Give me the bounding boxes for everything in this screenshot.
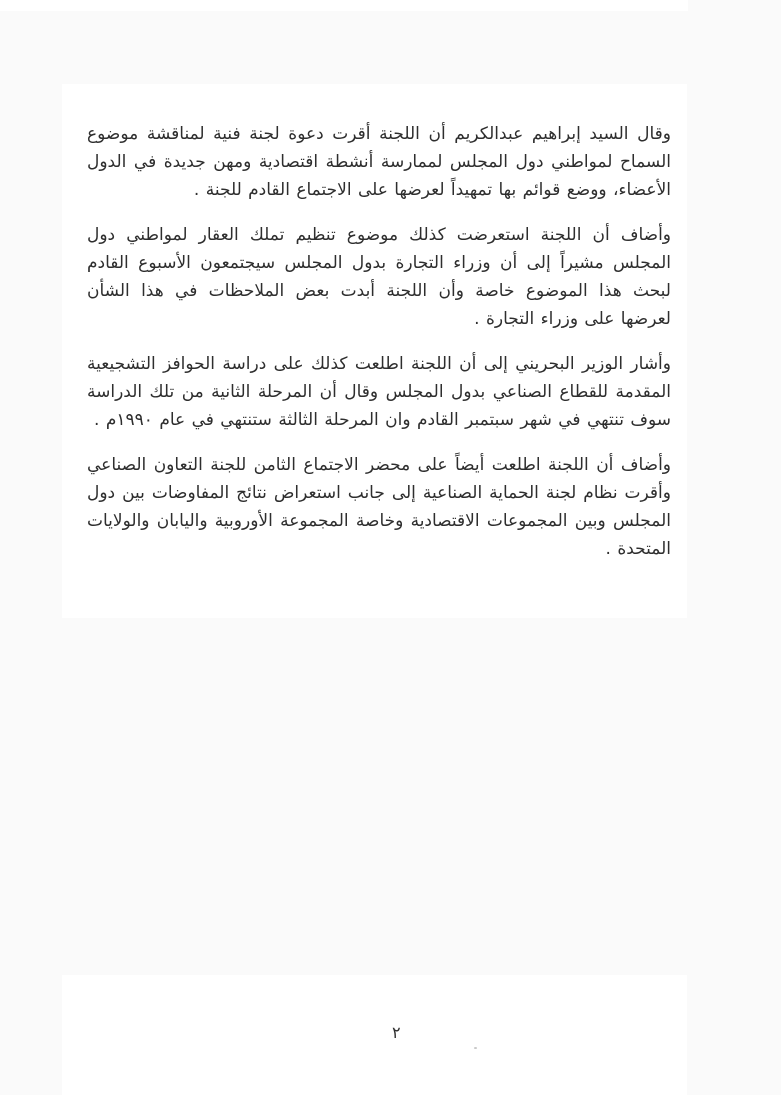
paragraph-4: وأضاف أن اللجنة اطلعت أيضاً على محضر الاجتماع الثامن للجنة التعاون الصناعي وأقرت نظام لجنة الحماية الصناعية إلى جانب استعراض نتائج المفاوضات بين دول المجلس وبين المجموعات الاقتصادية وخاصة المجموعة الأوروبية واليابان والولايات المتحدة . xyxy=(87,455,671,559)
scanned-page-footer xyxy=(62,975,687,1095)
page-text-block xyxy=(62,84,687,563)
paragraph-1: وقال السيد إبراهيم عبدالكريم أن اللجنة أقرت دعوة لجنة فنية لمناقشة موضوع السماح لمواطني دول المجلس لممارسة أنشطة اقتصادية ومهن جديدة في الدول الأعضاء، ووضع قوائم بها تمهيداً لعرضها على الاجتماع القادم للجنة . xyxy=(87,124,671,200)
scan-artifact-dot xyxy=(474,1047,477,1049)
paragraph-3: وأشار الوزير البحريني إلى أن اللجنة اطلعت كذلك على دراسة الحوافز التشجيعية المقدمة للقطاع الصناعي بدول المجلس وقال أن المرحلة الثانية من تلك الدراسة سوف تنتهي في شهر سبتمبر القادم وان المرحلة الثالثة ستنتهي في عام ١٩٩٠م . xyxy=(87,354,671,430)
paragraph-2: وأضاف أن اللجنة استعرضت كذلك موضوع تنظيم تملك العقار لمواطني دول المجلس مشيراً إلى أن وزراء التجارة بدول المجلس سيجتمعون الأسبوع القادم لبحث هذا الموضوع خاصة وأن اللجنة أبدت بعض الملاحظات في هذا الشأن لعرضها على وزراء التجارة . xyxy=(87,225,671,329)
top-white-strip xyxy=(0,0,688,11)
page-number: ٢ xyxy=(392,1023,401,1042)
scanned-page-body xyxy=(62,84,687,618)
